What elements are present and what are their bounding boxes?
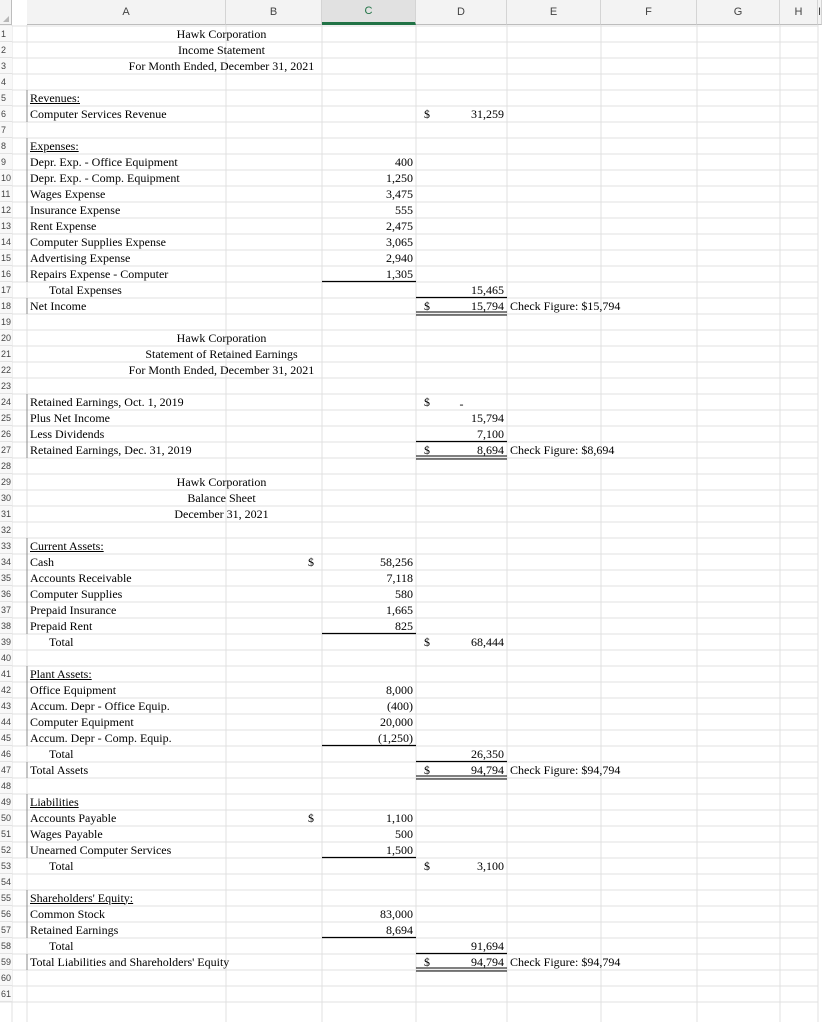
column-header-a[interactable]: A [27,0,226,25]
grand-total-dollar[interactable]: $ [424,954,430,969]
row-header[interactable]: 4 [0,74,12,90]
bs-company[interactable]: Hawk Corporation [176,474,267,489]
current-asset-label[interactable]: Cash [30,554,54,569]
expense-value[interactable]: 400 [395,154,413,169]
plant-asset-label[interactable]: Accum. Depr - Comp. Equip. [30,730,172,745]
current-asset-value[interactable]: 7,118 [386,570,413,585]
row-header[interactable]: 16 [0,266,12,282]
row-header[interactable]: 22 [0,362,12,378]
bs-title[interactable]: Balance Sheet [187,490,256,505]
row-header[interactable]: 56 [0,906,12,922]
row-header[interactable]: 41 [0,666,12,682]
row-header[interactable]: 47 [0,762,12,778]
column-header-b[interactable]: B [226,0,322,25]
row-header[interactable]: 7 [0,122,12,138]
column-header-d[interactable]: D [416,0,507,25]
row-header[interactable]: 1 [0,26,12,42]
liability-label[interactable]: Accounts Payable [30,810,117,825]
is-company[interactable]: Hawk Corporation [176,26,267,41]
row-header[interactable]: 14 [0,234,12,250]
current-asset-value[interactable]: 580 [395,586,413,601]
row-header[interactable]: 34 [0,554,12,570]
expense-label[interactable]: Depr. Exp. - Office Equipment [30,154,178,169]
expense-value[interactable]: 555 [395,202,413,217]
row-header[interactable]: 5 [0,90,12,106]
row-header[interactable]: 24 [0,394,12,410]
plant-total-label[interactable]: Total [49,746,74,761]
plant-asset-label[interactable]: Accum. Depr - Office Equip. [30,698,170,713]
current-total-dollar[interactable]: $ [424,634,430,649]
row-header[interactable]: 50 [0,810,12,826]
re-ending-label[interactable]: Retained Earnings, Dec. 31, 2019 [30,442,192,457]
total-assets-check[interactable]: Check Figure: $94,794 [510,762,621,777]
re-plus-value[interactable]: 15,794 [471,410,504,425]
row-header[interactable]: 25 [0,410,12,426]
revenues-label[interactable]: Revenues: [30,90,80,105]
row-header[interactable]: 32 [0,522,12,538]
grand-total-check[interactable]: Check Figure: $94,794 [510,954,621,969]
row-header[interactable]: 17 [0,282,12,298]
grand-total-value[interactable]: 94,794 [471,954,504,969]
liability-label[interactable]: Wages Payable [30,826,103,841]
revenue-value[interactable]: 31,259 [471,106,504,121]
current-asset-value[interactable]: 58,256 [380,554,413,569]
row-header[interactable]: 44 [0,714,12,730]
re-beginning-dollar[interactable]: $ [424,394,430,409]
row-header[interactable]: 18 [0,298,12,314]
row-header[interactable]: 19 [0,314,12,330]
total-expenses-value[interactable]: 15,465 [471,282,504,297]
is-period[interactable]: For Month Ended, December 31, 2021 [128,58,315,73]
select-all-corner[interactable] [0,0,12,25]
current-dollar[interactable]: $ [308,554,314,569]
current-total-label[interactable]: Total [49,634,74,649]
liabilities-total-dollar[interactable]: $ [424,858,430,873]
column-header-g[interactable]: G [697,0,780,25]
row-header[interactable]: 33 [0,538,12,554]
row-header[interactable]: 38 [0,618,12,634]
row-header[interactable]: 48 [0,778,12,794]
row-header[interactable]: 60 [0,970,12,986]
plant-asset-value[interactable]: 8,000 [386,682,413,697]
row-header[interactable]: 37 [0,602,12,618]
equity-total-value[interactable]: 91,694 [471,938,504,953]
row-header[interactable]: 55 [0,890,12,906]
column-header-h[interactable]: H [780,0,818,25]
row-header[interactable]: 3 [0,58,12,74]
current-assets-label[interactable]: Current Assets: [30,538,104,553]
liabilities-total-label[interactable]: Total [49,858,74,873]
equity-item-value[interactable]: 83,000 [380,906,413,921]
row-header[interactable]: 23 [0,378,12,394]
re-check[interactable]: Check Figure: $8,694 [510,442,615,457]
row-header[interactable]: 11 [0,186,12,202]
grand-total-label[interactable]: Total Liabilities and Shareholders' Equity [30,954,230,969]
row-header[interactable]: 15 [0,250,12,266]
total-expenses-label[interactable]: Total Expenses [49,282,122,297]
current-asset-label[interactable]: Accounts Receivable [30,570,132,585]
row-header[interactable]: 45 [0,730,12,746]
re-company[interactable]: Hawk Corporation [176,330,267,345]
plant-asset-label[interactable]: Office Equipment [30,682,117,697]
current-asset-label[interactable]: Prepaid Rent [30,618,93,633]
expense-value[interactable]: 2,475 [386,218,413,233]
equity-item-label[interactable]: Retained Earnings [30,922,119,937]
re-less-label[interactable]: Less Dividends [30,426,105,441]
equity-total-label[interactable]: Total [49,938,74,953]
equity-item-label[interactable]: Common Stock [30,906,106,921]
row-header[interactable]: 27 [0,442,12,458]
row-header[interactable]: 6 [0,106,12,122]
net-income-dollar[interactable]: $ [424,298,430,313]
row-header[interactable]: 39 [0,634,12,650]
liability-value[interactable]: 500 [395,826,413,841]
is-title[interactable]: Income Statement [178,42,265,57]
plant-asset-label[interactable]: Computer Equipment [30,714,134,729]
net-income-label[interactable]: Net Income [30,298,87,313]
row-header[interactable]: 2 [0,42,12,58]
row-header[interactable]: 8 [0,138,12,154]
total-assets-label[interactable]: Total Assets [30,762,89,777]
expense-label[interactable]: Advertising Expense [30,250,131,265]
row-header[interactable]: 54 [0,874,12,890]
row-header[interactable]: 29 [0,474,12,490]
column-header-f[interactable]: F [601,0,697,25]
liabilities-dollar[interactable]: $ [308,810,314,825]
bs-date[interactable]: December 31, 2021 [174,506,269,521]
liability-value[interactable]: 1,500 [386,842,413,857]
re-title[interactable]: Statement of Retained Earnings [145,346,298,361]
current-asset-value[interactable]: 825 [395,618,413,633]
liability-label[interactable]: Unearned Computer Services [30,842,172,857]
row-header[interactable]: 10 [0,170,12,186]
row-header[interactable]: 43 [0,698,12,714]
revenue-dollar[interactable]: $ [424,106,430,121]
re-beginning-value[interactable]: - [459,396,464,411]
row-header[interactable]: 40 [0,650,12,666]
plant-asset-value[interactable]: 20,000 [380,714,413,729]
row-header[interactable]: 61 [0,986,12,1002]
current-asset-label[interactable]: Prepaid Insurance [30,602,117,617]
row-header[interactable]: 12 [0,202,12,218]
row-header[interactable]: 57 [0,922,12,938]
column-header-c[interactable]: C [322,0,416,25]
current-total-value[interactable]: 68,444 [471,634,504,649]
expense-value[interactable]: 1,250 [386,170,413,185]
liabilities-total-value[interactable]: 3,100 [477,858,504,873]
column-header-e[interactable]: E [507,0,601,25]
net-income-check[interactable]: Check Figure: $15,794 [510,298,621,313]
re-ending-dollar[interactable]: $ [424,442,430,457]
re-beginning-label[interactable]: Retained Earnings, Oct. 1, 2019 [30,394,184,409]
total-assets-dollar[interactable]: $ [424,762,430,777]
expense-value[interactable]: 3,475 [386,186,413,201]
total-assets-value[interactable]: 94,794 [471,762,504,777]
expense-value[interactable]: 3,065 [386,234,413,249]
row-header[interactable]: 28 [0,458,12,474]
expense-label[interactable]: Rent Expense [30,218,97,233]
current-asset-value[interactable]: 1,665 [386,602,413,617]
current-asset-label[interactable]: Computer Supplies [30,586,123,601]
row-header[interactable]: 31 [0,506,12,522]
row-header[interactable]: 46 [0,746,12,762]
liabilities-label[interactable]: Liabilities [30,794,79,809]
equity-label[interactable]: Shareholders' Equity: [30,890,134,905]
expense-label[interactable]: Depr. Exp. - Comp. Equipment [30,170,180,185]
row-header[interactable]: 59 [0,954,12,970]
re-period[interactable]: For Month Ended, December 31, 2021 [128,362,315,377]
row-header[interactable]: 49 [0,794,12,810]
plant-assets-label[interactable]: Plant Assets: [30,666,92,681]
row-header[interactable]: 42 [0,682,12,698]
column-header-i[interactable]: I [818,0,822,25]
row-header[interactable]: 21 [0,346,12,362]
row-header[interactable]: 36 [0,586,12,602]
expense-label[interactable]: Computer Supplies Expense [30,234,166,249]
row-header[interactable]: 58 [0,938,12,954]
plant-asset-value[interactable]: (400) [387,698,413,713]
row-header[interactable]: 30 [0,490,12,506]
expense-label[interactable]: Insurance Expense [30,202,121,217]
re-plus-label[interactable]: Plus Net Income [30,410,110,425]
expense-label[interactable]: Repairs Expense - Computer [30,266,169,281]
row-header[interactable]: 26 [0,426,12,442]
net-income-value[interactable]: 15,794 [471,298,504,313]
row-header[interactable]: 35 [0,570,12,586]
liability-value[interactable]: 1,100 [386,810,413,825]
expenses-label[interactable]: Expenses: [30,138,79,153]
row-header[interactable]: 52 [0,842,12,858]
row-header[interactable]: 53 [0,858,12,874]
row-header[interactable]: 9 [0,154,12,170]
expense-value[interactable]: 2,940 [386,250,413,265]
revenue-item[interactable]: Computer Services Revenue [30,106,167,121]
expense-label[interactable]: Wages Expense [30,186,106,201]
plant-asset-value[interactable]: (1,250) [378,730,413,745]
expense-value[interactable]: 1,305 [386,266,413,281]
row-header[interactable]: 20 [0,330,12,346]
row-header[interactable]: 13 [0,218,12,234]
equity-item-value[interactable]: 8,694 [386,922,413,937]
re-less-value[interactable]: 7,100 [477,426,504,441]
row-header[interactable]: 51 [0,826,12,842]
re-ending-value[interactable]: 8,694 [477,442,504,457]
plant-total-value[interactable]: 26,350 [471,746,504,761]
